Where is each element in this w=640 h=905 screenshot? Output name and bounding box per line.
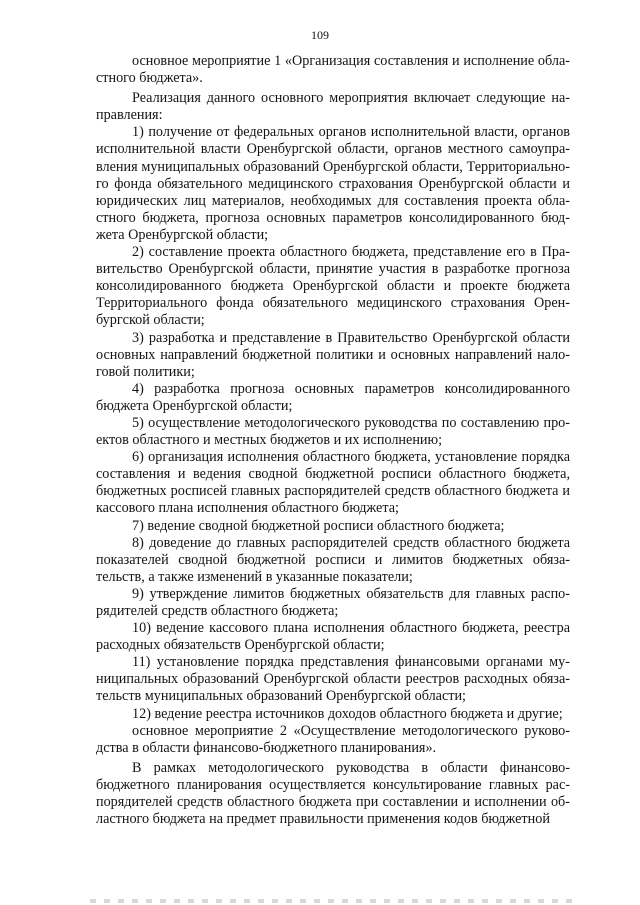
list-item-2: 2) составление проекта областного бюджета, представление его в Правительство Оренбургской области, принятие участия в разработке прогноза консолидированного бюджета Оренбургской области и проекте бюджета Территориального фонда обязательного медицинского страхования Оренбургской области; — [96, 244, 570, 329]
paragraph-methodological-guidance: В рамках методологического руководства в области финансово-бюджетного планирования осуществляется консультирование главных распорядителей средств областного бюджета при составлении и исполнении областного бюджета на предмет правильности применения кодов бюджетной — [96, 759, 570, 828]
list-item-4: 4) разработка прогноза основных параметров консолидированного бюджета Оренбургской области; — [96, 380, 570, 414]
scan-artifact — [90, 899, 580, 903]
list-item-10: 10) ведение кассового плана исполнения областного бюджета, реестра расходных обязательств Оренбургской области; — [96, 620, 570, 654]
list-item-3: 3) разработка и представление в Правительство Оренбургской области основных направлений бюджетной политики и основных направлений налоговой политики; — [96, 329, 570, 380]
list-item-8: 8) доведение до главных распорядителей средств областного бюджета показателей сводной бюджетной росписи и лимитов бюджетных обязательств, а также изменений в указанные показатели; — [96, 534, 570, 585]
document-body — [96, 53, 570, 828]
list-item-7: 7) ведение сводной бюджетной росписи областного бюджета; — [132, 517, 505, 534]
paragraph-directions-intro: Реализация данного основного мероприятия включает следующие направления: — [96, 90, 570, 124]
list-item-12: 12) ведение реестра источников доходов областного бюджета и другие; — [132, 705, 563, 722]
list-item-6: 6) организация исполнения областного бюджета, установление порядка составления и ведения сводной бюджетной росписи областного бюджета, бюджетных росписей главных распорядителей средств областного бюджета и кассового плана исполнения областного бюджета; — [96, 449, 570, 517]
paragraph-main-activity-2: основное мероприятие 2 «Осуществление методологического руководства в области финансово-бюджетного планирования». — [96, 722, 570, 756]
list-item-9: 9) утверждение лимитов бюджетных обязательств для главных распорядителей средств областного бюджета; — [96, 585, 570, 619]
page-number: 109 — [311, 28, 329, 42]
list-item-11: 11) установление порядка представления финансовыми органами муниципальных образований Оренбургской области реестров расходных обязательств муниципальных образований Оренбургской области; — [96, 654, 570, 705]
list-item-5: 5) осуществление методологического руководства по составлению проектов областного и местных бюджетов и их исполнению; — [96, 414, 570, 449]
list-item-1: 1) получение от федеральных органов исполнительной власти, органов исполнительной власти Оренбургской области, органов местного самоуправления муниципальных образований Оренбургской области, Территориального фонда обязательного медицинского страхования Оренбургской области и юридических лиц материалов, необходимых для составления проекта областного бюджета, прогноза основных параметров консолидированного бюджета Оренбургской области; — [96, 124, 570, 243]
paragraph-main-activity-1: основное мероприятие 1 «Организация составления и исполнение областного бюджета». — [96, 53, 570, 87]
